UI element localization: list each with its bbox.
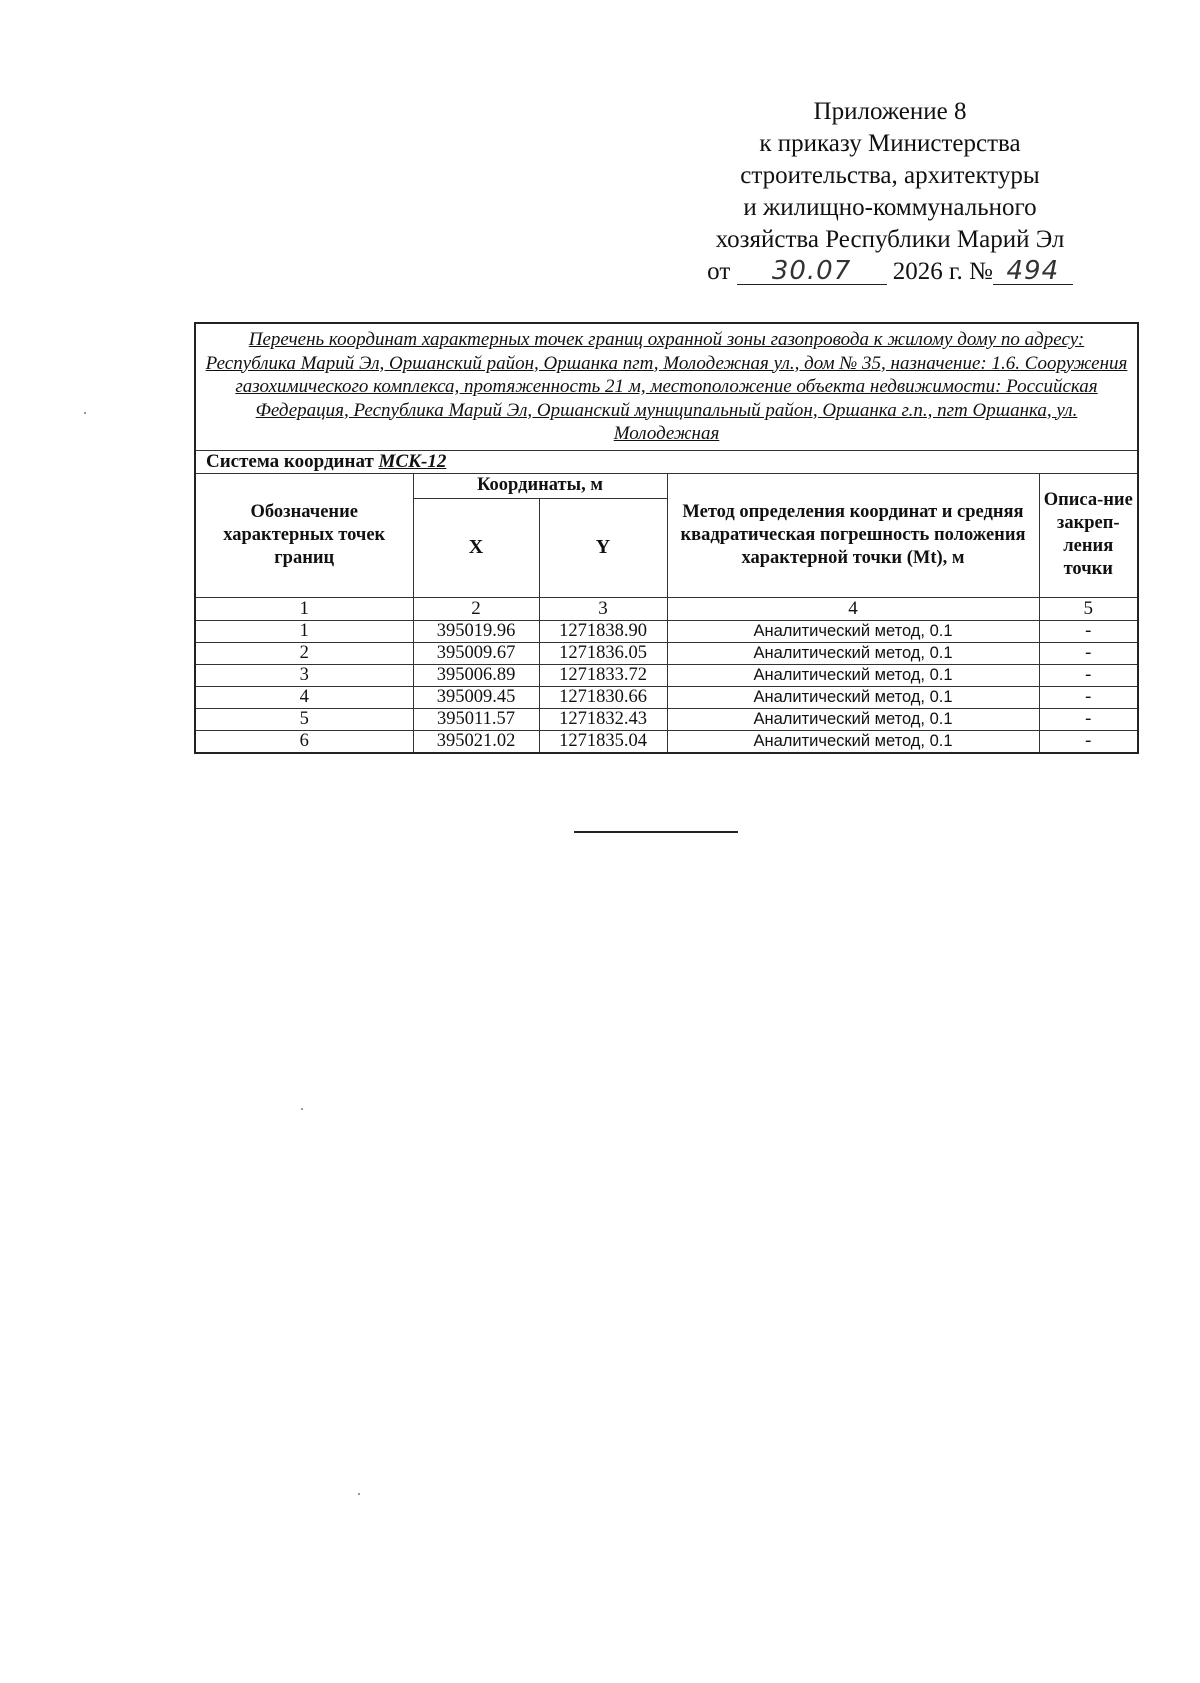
fixing-description: -: [1039, 686, 1138, 708]
order-date-line: [690, 256, 1090, 288]
scan-speck: [84, 412, 86, 414]
end-separator-line: [574, 831, 738, 833]
point-id: 2: [195, 642, 413, 664]
coord-y: 1271833.72: [539, 664, 667, 686]
fixing-description: -: [1039, 730, 1138, 753]
coord-y: 1271835.04: [539, 730, 667, 753]
scan-speck: [358, 1493, 360, 1495]
appendix-title: Приложение 8: [813, 98, 967, 125]
coord-x: 395009.67: [413, 642, 539, 664]
header-line-5: хозяйства Республики Марий Эл: [715, 226, 1065, 253]
handwritten-date: 30.07: [737, 258, 887, 285]
coordinate-system-row: [195, 450, 1138, 473]
method: Аналитический метод, 0.1: [667, 664, 1039, 686]
fixing-description: -: [1039, 664, 1138, 686]
col-header-point: Обозначение характерных точек границ: [195, 473, 413, 597]
coord-y: 1271832.43: [539, 708, 667, 730]
col-number: 5: [1039, 597, 1138, 620]
scan-speck: [301, 1108, 303, 1110]
col-number: 3: [539, 597, 667, 620]
table-row: [195, 620, 1138, 642]
col-header-method: Метод определения координат и средняя квадратическая погрешность положения характерной точки (Mt), м: [667, 473, 1039, 597]
col-number: 4: [667, 597, 1039, 620]
col-header-coords: Координаты, м: [413, 473, 667, 498]
col-header-desc: Описа-ние закреп-ления точки: [1039, 473, 1138, 597]
coord-y: 1271830.66: [539, 686, 667, 708]
method: Аналитический метод, 0.1: [667, 642, 1039, 664]
header-line-2: к приказу Министерства: [759, 130, 1021, 157]
point-id: 1: [195, 620, 413, 642]
col-number: 1: [195, 597, 413, 620]
col-header-x: X: [413, 498, 539, 597]
date-prefix: от: [707, 258, 731, 285]
fixing-description: -: [1039, 708, 1138, 730]
fixing-description: -: [1039, 642, 1138, 664]
column-numbers-row: [195, 597, 1138, 620]
method: Аналитический метод, 0.1: [667, 620, 1039, 642]
coord-x: 395021.02: [413, 730, 539, 753]
year-and-number-label: 2026 г. №: [892, 258, 993, 285]
table-row: [195, 642, 1138, 664]
method: Аналитический метод, 0.1: [667, 730, 1039, 753]
point-id: 6: [195, 730, 413, 753]
fixing-description: -: [1039, 620, 1138, 642]
point-id: 4: [195, 686, 413, 708]
table-caption: Перечень координат характерных точек границ охранной зоны газопровода к жилому дому по адресу: Республика Марий Эл, Оршанский район, Оршанка пгт, Молодежная ул., дом № 35, назначение: 1.6. Сооружения газохимического комплекса, протяженность 21 м, местоположение объекта недвижимости: Российская Федерация, Республика Марий Эл, Оршанский муниципальный район, Оршанка г.п., пгт Оршанка, ул. Молодежная: [195, 323, 1138, 450]
document-header: [690, 96, 1090, 288]
table-row: [195, 664, 1138, 686]
coord-x: 395006.89: [413, 664, 539, 686]
col-number: 2: [413, 597, 539, 620]
coordinate-system-value: МСК-12: [378, 450, 447, 472]
coord-x: 395009.45: [413, 686, 539, 708]
header-line-3: строительства, архитектуры: [740, 162, 1040, 189]
handwritten-order-number: 494: [993, 258, 1073, 285]
coord-y: 1271836.05: [539, 642, 667, 664]
point-id: 5: [195, 708, 413, 730]
point-id: 3: [195, 664, 413, 686]
table-row: [195, 708, 1138, 730]
table-row: [195, 686, 1138, 708]
method: Аналитический метод, 0.1: [667, 686, 1039, 708]
coordinate-system-label: Система координат: [206, 450, 374, 472]
coord-x: 395019.96: [413, 620, 539, 642]
coord-y: 1271838.90: [539, 620, 667, 642]
table-row: [195, 730, 1138, 753]
method: Аналитический метод, 0.1: [667, 708, 1039, 730]
header-line-4: и жилищно-коммунального: [743, 194, 1037, 221]
coordinates-table: [194, 322, 1139, 754]
col-header-y: Y: [539, 498, 667, 597]
coord-x: 395011.57: [413, 708, 539, 730]
